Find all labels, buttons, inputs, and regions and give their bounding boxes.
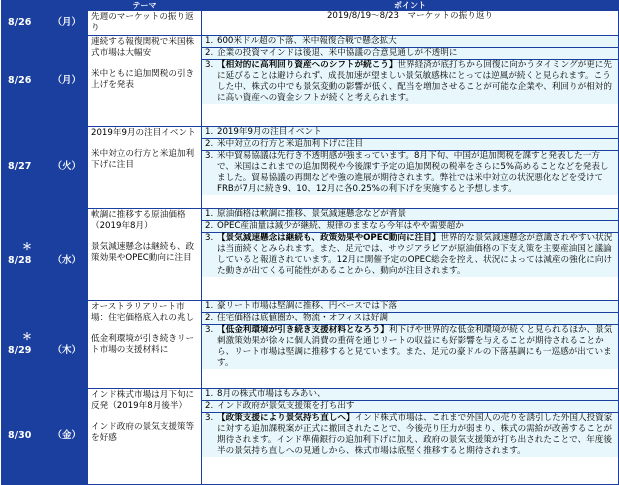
point-item — [202, 313, 618, 325]
date-line — [2, 255, 87, 267]
theme-subtitle: 米中対立の行方と米追加利下げに注目 — [91, 149, 195, 170]
point-text — [217, 325, 615, 369]
points-cell — [202, 127, 619, 209]
table-row — [2, 209, 619, 301]
point-body: 世界的な景気減速懸念が意識されやすい状況は当面続くとみられます。また、足元では、サウジアラビアが原油価格の下支え策を主要産油国と議論していると報道されています。12月に開催予定のOPEC総会を控え、状況によっては減産の強化に向けた動きが出てくる可能性があることから、動向が注目されます。 — [217, 233, 613, 276]
point-body: 原油価格は軟調に推移、景気減速懸念などが背景 — [217, 209, 407, 219]
theme-title: 連続する報復関税で米国株式市場は大幅安 — [91, 37, 195, 58]
point-number: 1. — [205, 301, 214, 311]
point-body: 600米ドル超の下落、米中報復合戦で懸念拡大 — [217, 36, 397, 46]
point-text — [217, 221, 615, 232]
point-number: 2. — [205, 313, 214, 323]
point-item — [202, 151, 618, 195]
point-item — [202, 60, 618, 104]
date-text: 8/27 — [8, 161, 32, 173]
point-number: 3. — [205, 60, 214, 70]
theme-cell — [88, 11, 202, 36]
point-number: 1. — [205, 389, 214, 399]
point-item — [202, 301, 618, 313]
point-body: 米中貿易協議は先行き不透明感が強まっています。8月下旬、中国が追加関税を課すと発表した一方で、米国はこれまでの追加関税や今後課す予定の追加関税の税率をさらに5%高めることなどを発表しました。貿易協議の再開などや強の進展が期待されます。弊社では米中対立の状況悪化などを受けてFRBが7月に続き9、10、12月に各0.25%の利下げを実施すると予想します。 — [217, 151, 609, 194]
table-row — [2, 127, 619, 209]
weekday-text: （金） — [52, 430, 81, 442]
point-number: 3. — [205, 325, 214, 335]
point-text — [217, 389, 615, 400]
point-body: 2019/8/19～8/23 マーケットの振り返り — [326, 11, 494, 21]
point-item — [202, 221, 618, 233]
point-item — [202, 127, 618, 139]
date-cell — [2, 36, 88, 127]
weekday-text: （月） — [52, 74, 81, 86]
theme-gap — [91, 139, 198, 149]
points-cell — [202, 209, 619, 301]
theme-subtitle: 米中ともに追加関税の引き上げを発表 — [91, 69, 195, 90]
theme-gap — [91, 412, 198, 422]
point-number: 3. — [205, 233, 214, 243]
point-item — [202, 48, 618, 60]
point-text — [217, 151, 615, 195]
date-cell — [2, 127, 88, 209]
table-row — [2, 11, 619, 36]
point-text — [217, 60, 615, 104]
point-text — [217, 139, 615, 150]
point-text — [217, 48, 615, 59]
date-line — [2, 161, 87, 173]
schedule-table — [1, 0, 619, 485]
point-item — [202, 325, 618, 369]
point-item — [202, 139, 618, 151]
points-cell — [202, 389, 619, 485]
point-body: インド株式市場は、これまで外国人の売りを誘引した外国人投資家に対する追加課税案が正式に撤回されたことで、今後売り圧力が弱まり、株式の需給が改善することが期待されます。インド準備銀行の追加利下げに加え、政府の景気支援策が打ち出されたことで、年度後半の景気持ち直しへの見通しから、株式市場は底堅く推移すると期待されます。 — [217, 413, 613, 456]
star-mark: ＊ — [22, 242, 32, 254]
point-item — [202, 209, 618, 221]
point-body: 世界経済が底打ちから回復に向かうタイミングが更に先に延びることは避けられず、成長加速が望ましい景気敏感株にとっては逆風が続くと見られます。こうした中、株式の中でも景気変動の影響が低く、配当を増加させることが可能な企業や、利回りが相対的に高い資産への資金シフトが続くと考えられます。 — [217, 60, 612, 103]
date-text: 8/26 — [8, 74, 32, 86]
theme-cell — [88, 209, 202, 301]
header-theme: テーマ — [88, 1, 202, 11]
point-text — [217, 36, 615, 47]
points-cell — [202, 301, 619, 389]
table-header — [2, 1, 619, 11]
point-text — [217, 401, 615, 412]
date-line — [2, 75, 87, 87]
point-number: 1. — [205, 209, 214, 219]
weekday-text: （月） — [52, 16, 81, 28]
point-item — [202, 233, 618, 277]
point-body: 利下げや世界的な低金利環境が続くと見られるほか、景気刺激策効果が徐々に個人消費の重荷を通じリートの収益にも好影響を与えることが期待されることから、リート市場は堅調に推移すると見ています。また、足元の豪ドルの下落基調にも一巡感が出ています。 — [217, 325, 613, 368]
date-cell — [2, 209, 88, 301]
theme-cell — [88, 389, 202, 485]
point-body: 2019年9月の注目イベント — [217, 127, 322, 137]
theme-gap — [91, 59, 198, 69]
theme-gap — [91, 232, 198, 242]
point-text — [217, 313, 615, 324]
date-cell — [2, 389, 88, 485]
point-text — [217, 127, 615, 138]
date-line — [2, 17, 87, 29]
date-text: 8/30 — [8, 430, 32, 442]
theme-cell — [88, 36, 202, 127]
star-mark: ＊ — [22, 332, 32, 344]
point-body: インド政府が景気支援策を打ち出す — [217, 401, 355, 411]
weekday-text: （木） — [52, 344, 81, 356]
point-number: 1. — [205, 36, 214, 46]
theme-title: 先週のマーケットの振り返り — [91, 12, 194, 33]
point-number: 2. — [205, 139, 214, 149]
point-heading: 【低金利環境が引き続き支援材料となろう】 — [217, 325, 389, 335]
point-number: 1. — [205, 127, 214, 137]
theme-gap — [91, 324, 198, 334]
theme-title: インド株式市場は月下旬に反発（2019年8月後半） — [91, 390, 195, 411]
date-line — [2, 345, 87, 357]
date-text: 8/28 — [8, 254, 32, 266]
point-text — [217, 301, 615, 312]
point-text — [217, 209, 615, 220]
header-point: ポイント — [202, 1, 619, 11]
point-text — [217, 413, 615, 457]
theme-subtitle: 景気減速懸念は継続も、政策効果やOPEC動向に注目 — [91, 242, 195, 263]
date-text: 8/29 — [8, 344, 32, 356]
point-body: 企業の投資マインドは後退、米中協議の合意見通しが不透明に — [217, 48, 458, 58]
theme-cell — [88, 301, 202, 389]
theme-title: 2019年9月の注目イベント — [91, 128, 196, 138]
point-body: 8月の株式市場はもみあい、 — [217, 389, 326, 399]
theme-title: 軟調に推移する原油価格（2019年8月） — [91, 210, 186, 231]
theme-subtitle: 低金利環境が引き続きリート市場の支援材料に — [91, 334, 195, 355]
points-cell — [202, 11, 619, 36]
point-body: 豪リート市場は堅調に推移、円ベースでは下落 — [217, 301, 398, 311]
point-body: 住宅価格は底値圏か、物流・オフィスは好調 — [217, 313, 388, 323]
point-heading: 【政策支援により景気持ち直しへ】 — [217, 413, 355, 423]
point-item — [202, 11, 618, 22]
point-text — [217, 233, 615, 277]
point-body: 米中対立の行方と米追加利下げに注目 — [217, 139, 364, 149]
point-item — [202, 389, 618, 401]
theme-cell — [88, 127, 202, 209]
point-number: 3. — [205, 151, 214, 161]
table-row — [2, 389, 619, 485]
date-line — [2, 430, 87, 442]
point-text — [205, 11, 615, 22]
theme-title: オーストラリアリート市場：住宅価格底入れの兆し — [91, 302, 195, 323]
point-number: 2. — [205, 221, 214, 231]
date-cell — [2, 301, 88, 389]
weekday-text: （火） — [52, 161, 81, 173]
points-cell — [202, 36, 619, 127]
weekday-text: （水） — [52, 254, 81, 266]
point-item — [202, 36, 618, 48]
point-item — [202, 413, 618, 457]
point-number: 2. — [205, 401, 214, 411]
theme-subtitle: インド政府の景気支援策等を好感 — [91, 422, 195, 443]
table-row — [2, 301, 619, 389]
point-number: 3. — [205, 413, 214, 423]
point-number: 2. — [205, 48, 214, 58]
point-body: OPEC産油量は減少が継続、規律のままなら今年はやや需要超か — [217, 221, 464, 231]
date-text: 8/26 — [8, 16, 32, 28]
point-heading: 【景気減速懸念は継続も、政策効果やOPEC動向に注目】 — [217, 233, 441, 243]
table-row — [2, 36, 619, 127]
header-date — [2, 1, 88, 11]
point-item — [202, 401, 618, 413]
date-cell — [2, 11, 88, 36]
point-heading: 【相対的に高利回り資産へのシフトが続こう】 — [217, 60, 398, 70]
